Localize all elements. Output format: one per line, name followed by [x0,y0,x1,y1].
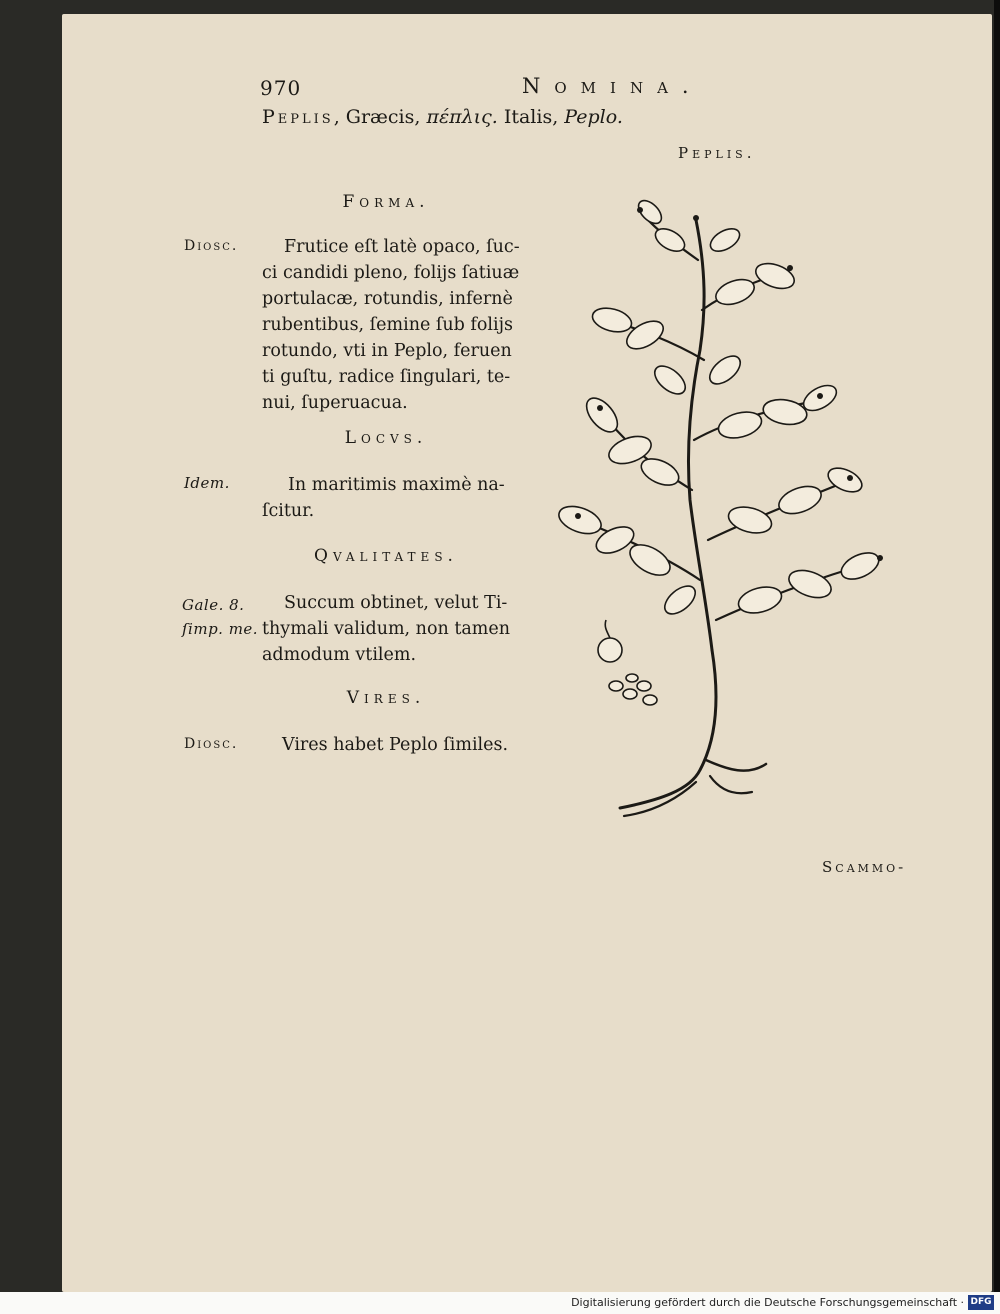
text-line: rubentibus, ſemine ſub folijs [262,315,514,335]
title-greek-label: , Græcis, [333,106,427,128]
text-line: Vires habet Peplo ſimiles. [282,735,509,755]
margin-note-qualitates-1: Gale. 8. [182,596,245,614]
figure-caption: Peplis. [678,144,756,162]
peplis-woodcut-illustration [520,180,930,830]
footer-bar [0,1292,1000,1314]
margin-note-forma: Diosc. [184,238,239,254]
section-text-qualitates [262,590,511,668]
text-line: Frutice eſt latè opaco, ſuc- [284,237,520,257]
text-line: portulacæ, rotundis, infernè [262,289,513,309]
text-line: thymali validum, non tamen [262,619,511,639]
section-text-forma [262,234,520,416]
section-heading-vires: Vires. [346,688,426,708]
section-heading-forma: Forma. [342,192,430,212]
section-text-vires [262,732,509,758]
text-line: Succum obtinet, velut Ti- [284,593,508,613]
text-line: admodum vtilem. [262,645,417,665]
text-line: ſcitur. [262,501,315,521]
text-line: ti guſtu, radice ſingulari, te- [262,367,511,387]
page-number: 970 [260,76,302,100]
text-line: nui, ſuperuacua. [262,393,408,413]
title-name: Peplis [262,106,334,128]
text-line: In maritimis maximè na- [288,475,505,495]
margin-note-vires: Diosc. [184,736,239,752]
section-text-locus [262,472,505,524]
section-heading-qualitates: Qvalitates. [314,546,458,566]
title-italian-label: Italis, [497,106,565,128]
footer-credit: Digitalisierung gefördert durch die Deutsche Forschungsgemeinschaft · [571,1296,964,1309]
title-italian: Peplo. [564,106,623,128]
title-line [262,106,623,128]
dfg-logo: DFG [968,1295,994,1310]
margin-note-locus: Idem. [184,474,230,492]
section-heading-locus: Locvs. [344,428,428,448]
scan-border [994,0,1000,1314]
text-line: ci candidi pleno, folijs ſatiuæ [262,263,520,283]
margin-note-qualitates-2: ſimp. me. [182,620,259,638]
text-line: rotundo, vti in Peplo, feruen [262,341,512,361]
title-greek: πέπλις. [426,106,498,128]
catchword: Scammo- [822,858,907,876]
running-head: Nomina. [522,74,703,98]
